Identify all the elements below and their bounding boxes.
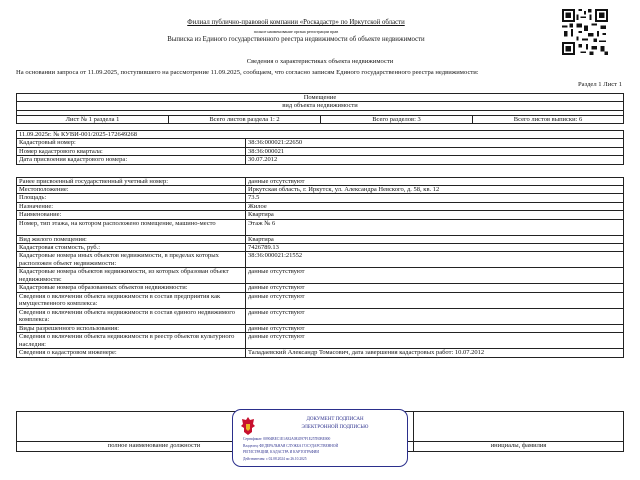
total-sections: Всего разделов: 3: [321, 115, 473, 123]
row-label: Назначение:: [17, 202, 246, 210]
cadastral-number-value: 38:36:000021:22650: [246, 139, 624, 147]
stamp-title-line1: ДОКУМЕНТ ПОДПИСАН: [306, 417, 364, 422]
document-subtitle: Сведения о характеристиках объекта недвижимости: [246, 58, 394, 65]
intro-text: На основании запроса от 11.09.2025, поступившего на рассмотрение 11.09.2025, сообщаем, что согласно записям Единого государственного реестра недвижимости:: [16, 69, 479, 76]
total-sheets-section: Всего листов раздела 1: 2: [169, 115, 321, 123]
row-label: Площадь:: [17, 194, 246, 202]
row-value: 38:36:000021:21552: [246, 252, 624, 268]
row-value: данные отсутствуют: [246, 324, 624, 332]
stamp-validity: Действителен: с 02.08.2024 по 26.10.2025: [243, 457, 307, 461]
organization-name: Филиал публично-правовой компании «Роскадастр» по Иркутской области: [187, 19, 405, 26]
row-value: Квартира: [246, 235, 624, 243]
stamp-owner: Владелец: ФЕДЕРАЛЬНАЯ СЛУЖБА ГОСУДАРСТВЕННОЙ: [243, 444, 339, 448]
row-label: Сведения о кадастровом инженере:: [17, 349, 246, 357]
cadastral-number-label: Кадастровый номер:: [17, 139, 246, 147]
row-value: 7426789.13: [246, 244, 624, 252]
row-label: Кадастровые номера образованных объектов недвижимости:: [17, 284, 246, 292]
row-value: Иркутская область, г. Иркутск, ул. Александра Невского, д. 58, кв. 12: [246, 186, 624, 194]
row-label: Сведения о включении объекта недвижимости в состав предприятия как имущественного комплекса:: [17, 292, 246, 308]
row-label: Местоположение:: [17, 186, 246, 194]
row-value: данные отсутствуют: [246, 308, 624, 324]
sheet-number: Лист № 1 раздела 1: [17, 115, 169, 123]
row-value: 73.5: [246, 194, 624, 202]
document-title: Выписка из Единого государственного реестра недвижимости об объекте недвижимости: [167, 36, 425, 43]
object-type: Помещение: [17, 94, 624, 102]
quarter-label: Номер кадастрового квартала:: [17, 147, 246, 155]
name-cell: [414, 412, 624, 442]
row-value: данные отсутствуют: [246, 268, 624, 284]
quarter-value: 38:36:000021: [246, 147, 624, 155]
qr-code: [562, 9, 608, 55]
electronic-signature-stamp: [232, 409, 408, 467]
row-value: Квартира: [246, 211, 624, 219]
row-value: данные отсутствуют: [246, 284, 624, 292]
record-date-number: 11.09.2025г. № КУВИ-001/2025-172649268: [17, 131, 624, 139]
row-label: Кадастровая стоимость, руб.:: [17, 244, 246, 252]
assigned-date-label: Дата присвоения кадастрового номера:: [17, 156, 246, 164]
name-caption: инициалы, фамилия: [414, 442, 624, 452]
assigned-date-value: 30.07.2012: [246, 156, 624, 164]
row-value: Жилое: [246, 202, 624, 210]
organization-caption: полное наименование органа регистрации прав: [253, 29, 339, 34]
row-label: Ранее присвоенный государственный учетный номер:: [17, 177, 246, 185]
row-label: Сведения о включении объекта недвижимости в реестр объектов культурного наследия:: [17, 333, 246, 349]
row-label: Виды разрешенного использования:: [17, 324, 246, 332]
row-value: Этаж № 6: [246, 219, 624, 235]
object-details-table: [16, 130, 624, 358]
row-label: Сведения о включении объекта недвижимости в состав единого недвижимого комплекса:: [17, 308, 246, 324]
position-caption: полное наименование должности: [17, 442, 292, 452]
object-header-table: [16, 93, 624, 124]
row-label: Наименование:: [17, 211, 246, 219]
row-value: Таладаевский Александр Томасович, дата завершения кадастровых работ: 10.07.2012: [246, 349, 624, 357]
row-value: данные отсутствуют: [246, 177, 624, 185]
stamp-certificate: Сертификат: 00904BEC1E1A82A0E4597F1E257E0BE000: [243, 437, 331, 441]
stamp-owner-continued: РЕГИСТРАЦИИ, КАДАСТРА И КАРТОГРАФИИ: [243, 450, 319, 454]
row-label: Вид жилого помещения:: [17, 235, 246, 243]
row-label: Кадастровые номера иных объектов недвижимости, в пределах которых расположен объект недвижимости:: [17, 252, 246, 268]
row-value: данные отсутствуют: [246, 333, 624, 349]
total-sheets-extract: Всего листов выписки: 6: [473, 115, 624, 123]
row-value: данные отсутствуют: [246, 292, 624, 308]
row-label: Номер, тип этажа, на котором расположено помещение, машино-место: [17, 219, 246, 235]
object-type-caption: вид объекта недвижимости: [17, 102, 624, 110]
section-sheet-label: Раздел 1 Лист 1: [578, 81, 622, 88]
row-label: Кадастровые номера объектов недвижимости, из которых образован объект недвижимости:: [17, 268, 246, 284]
stamp-title-line2: ЭЛЕКТРОННОЙ ПОДПИСЬЮ: [301, 425, 369, 430]
